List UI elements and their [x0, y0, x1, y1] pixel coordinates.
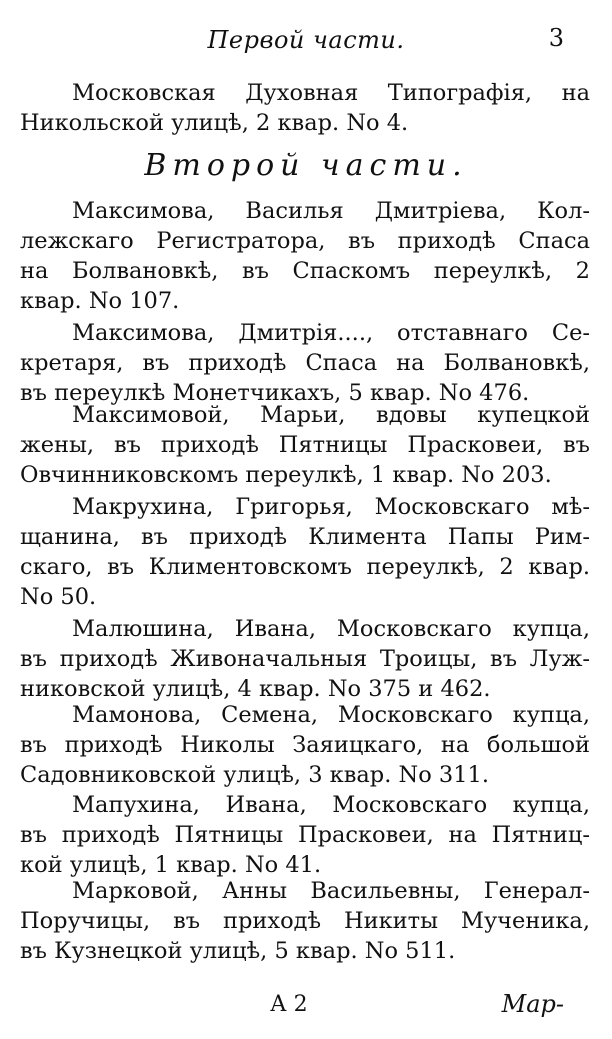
running-header: Первой части. — [207, 26, 405, 54]
entry-line: кретаря, въ приходѣ Спаса на Болвановкѣ, — [20, 350, 590, 376]
entry-line: квар. No 107. — [20, 288, 180, 314]
entry-line: Садовниковской улицѣ, 3 квар. No 311. — [20, 762, 489, 788]
page-number: 3 — [548, 24, 564, 52]
entry-line: въ приходѣ Пятницы Прасковеи, на Пятниц- — [20, 822, 590, 848]
entry-line: на Болвановкѣ, въ Спаскомъ переулкѣ, 2 — [20, 258, 590, 284]
entry-line: Максимовой, Марьи, вдовы купецкой — [72, 402, 590, 428]
entry-line: въ Кузнецкой улицѣ, 5 квар. No 511. — [20, 938, 456, 964]
entry-line: Максимова, Василья Дмитріева, Кол- — [72, 198, 590, 224]
entry-line: кой улицѣ, 1 квар. No 41. — [20, 852, 322, 878]
entry-line: Максимова, Дмитрія...., отставнаго Се- — [72, 320, 590, 346]
catchword: Мар- — [501, 990, 564, 1018]
section-heading: Второй части. — [144, 148, 468, 183]
entry-line: Мапухина, Ивана, Московскаго купца, — [72, 792, 590, 818]
entry-line: Мамонова, Семена, Московскаго купца, — [72, 702, 590, 728]
entry-line: Марковой, Анны Васильевны, Генерал- — [72, 878, 590, 904]
entry-line: Малюшина, Ивана, Московскаго купца, — [72, 616, 590, 642]
entry-line: никовской улицѣ, 4 квар. No 375 и 462. — [20, 676, 491, 702]
entry-line: лежскаго Регистратора, въ приходѣ Спаса — [20, 228, 590, 254]
entry-line: No 50. — [20, 584, 97, 610]
entry-line: въ приходѣ Живоначальныя Троицы, въ Луж- — [20, 646, 590, 672]
entry-line: скаго, въ Климентовскомъ переулкѣ, 2 квар. — [20, 554, 590, 580]
entry-line: Поручицы, въ приходѣ Никиты Мученика, — [20, 908, 590, 934]
entry-line: щанина, въ приходѣ Климента Папы Рим- — [20, 524, 590, 550]
entry-line: Макрухина, Григорья, Московскаго мѣ- — [72, 494, 590, 520]
entry-line: Никольской улицѣ, 2 квар. No 4. — [20, 110, 409, 136]
entry-line: Московская Духовная Типографія, на — [72, 80, 590, 106]
entry-line: жены, въ приходѣ Пятницы Прасковеи, въ — [20, 432, 590, 458]
entry-line: въ переулкѣ Монетчикахъ, 5 квар. No 476. — [20, 380, 530, 406]
signature-mark: А 2 — [270, 992, 308, 1017]
entry-line: въ приходѣ Николы Заяицкаго, на большой — [20, 732, 590, 758]
entry-line: Овчинниковскомъ переулкѣ, 1 квар. No 203. — [20, 462, 552, 488]
